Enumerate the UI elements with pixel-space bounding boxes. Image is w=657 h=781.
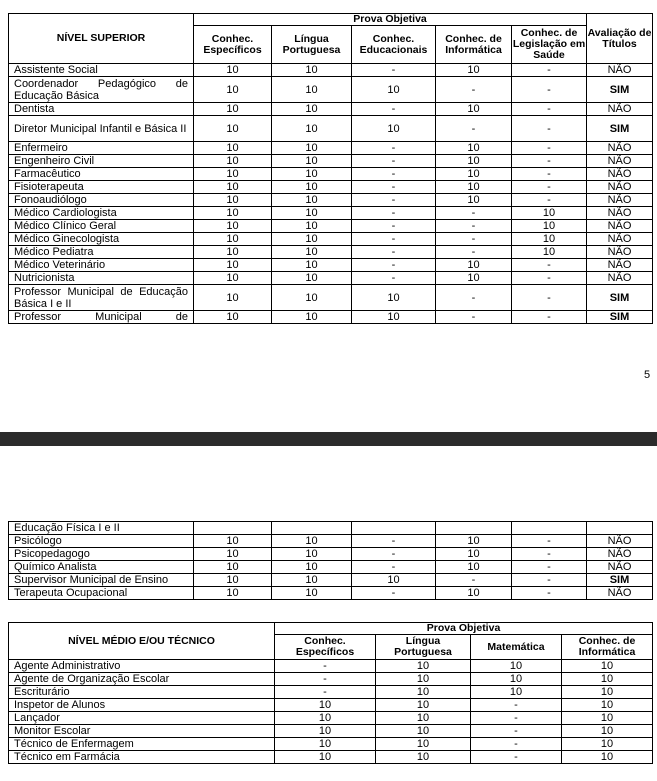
table-row	[9, 116, 653, 142]
titles-cell: SIM	[587, 311, 653, 324]
titles-cell: NÃO	[587, 535, 653, 548]
score-cell: 10	[194, 285, 272, 311]
score-cell	[512, 522, 587, 535]
table-row	[9, 168, 653, 181]
table-row	[9, 587, 653, 600]
titles-cell: NÃO	[587, 181, 653, 194]
score-cell: 10	[194, 155, 272, 168]
titles-cell: NÃO	[587, 220, 653, 233]
score-cell: -	[436, 220, 512, 233]
score-cell: -	[471, 699, 562, 712]
table-row	[9, 103, 653, 116]
score-cell: 10	[194, 587, 272, 600]
score-cell	[352, 522, 436, 535]
score-cell: -	[352, 194, 436, 207]
score-cell: -	[512, 155, 587, 168]
titles-cell: NÃO	[587, 272, 653, 285]
score-cell: 10	[272, 181, 352, 194]
cargo-cell: Agente Administrativo	[9, 660, 275, 673]
cargo-cell: Psicopedagogo	[9, 548, 194, 561]
cargo-cell: Terapeuta Ocupacional	[9, 587, 194, 600]
score-cell: -	[352, 168, 436, 181]
score-cell: -	[352, 535, 436, 548]
score-cell: -	[512, 259, 587, 272]
score-cell: -	[436, 311, 512, 324]
score-cell: 10	[376, 673, 471, 686]
cargo-cell: Médico Clínico Geral	[9, 220, 194, 233]
titles-cell: SIM	[587, 574, 653, 587]
score-cell: 10	[194, 311, 272, 324]
score-cell: 10	[272, 272, 352, 285]
score-cell: 10	[272, 142, 352, 155]
score-cell: -	[512, 194, 587, 207]
score-cell: 10	[562, 686, 653, 699]
score-cell: 10	[272, 246, 352, 259]
score-cell: 10	[436, 259, 512, 272]
score-cell: -	[436, 116, 512, 142]
score-cell: 10	[272, 285, 352, 311]
score-cell: 10	[436, 168, 512, 181]
score-cell: 10	[272, 561, 352, 574]
score-cell: -	[352, 207, 436, 220]
score-cell: 10	[194, 64, 272, 77]
table-row	[9, 738, 653, 751]
score-cell: -	[512, 116, 587, 142]
score-cell: 10	[194, 246, 272, 259]
titles-cell: NÃO	[587, 587, 653, 600]
score-cell: -	[352, 259, 436, 272]
table-row	[9, 725, 653, 738]
titles-cell: NÃO	[587, 103, 653, 116]
table-row	[9, 155, 653, 168]
score-cell: -	[471, 725, 562, 738]
score-cell: -	[436, 246, 512, 259]
score-cell: 10	[194, 220, 272, 233]
table-row	[9, 712, 653, 725]
score-cell: 10	[272, 535, 352, 548]
cargo-cell: Professor Municipal de	[9, 311, 194, 324]
score-cell: 10	[194, 535, 272, 548]
score-cell: 10	[194, 103, 272, 116]
score-cell: 10	[194, 142, 272, 155]
cargo-cell: Fisioterapeuta	[9, 181, 194, 194]
cargo-cell: Médico Veterinário	[9, 259, 194, 272]
score-cell: -	[352, 246, 436, 259]
score-cell: 10	[352, 116, 436, 142]
score-cell: 10	[194, 548, 272, 561]
score-cell: 10	[562, 751, 653, 764]
score-cell: 10	[194, 561, 272, 574]
cargo-cell: Médico Ginecologista	[9, 233, 194, 246]
cargo-cell: Monitor Escolar	[9, 725, 275, 738]
titles-cell: NÃO	[587, 64, 653, 77]
table-row	[9, 207, 653, 220]
score-cell: 10	[436, 64, 512, 77]
score-cell: 10	[194, 181, 272, 194]
cargo-cell: Lançador	[9, 712, 275, 725]
table-row	[9, 311, 653, 324]
score-cell: 10	[272, 574, 352, 587]
titles-cell: NÃO	[587, 207, 653, 220]
score-cell: 10	[436, 272, 512, 285]
cargo-cell: Técnico em Farmácia	[9, 751, 275, 764]
table-row	[9, 259, 653, 272]
score-cell: -	[352, 548, 436, 561]
titles-header: Avaliação de Títulos	[587, 14, 653, 64]
score-cell: 10	[436, 181, 512, 194]
table-row	[9, 751, 653, 764]
score-cell: -	[512, 142, 587, 155]
score-cell: -	[352, 587, 436, 600]
score-cell: 10	[562, 725, 653, 738]
table-row	[9, 660, 653, 673]
score-cell: 10	[272, 168, 352, 181]
score-cell: 10	[376, 686, 471, 699]
titles-cell: NÃO	[587, 142, 653, 155]
score-cell: 10	[272, 194, 352, 207]
score-cell: 10	[512, 233, 587, 246]
cargo-cell: Técnico de Enfermagem	[9, 738, 275, 751]
score-cell: 10	[376, 660, 471, 673]
cargo-cell: Enfermeiro	[9, 142, 194, 155]
score-cell: -	[512, 561, 587, 574]
score-cell: -	[471, 738, 562, 751]
table-row	[9, 233, 653, 246]
table-row	[9, 686, 653, 699]
score-cell: -	[471, 712, 562, 725]
cargo-cell: Inspetor de Alunos	[9, 699, 275, 712]
score-cell: 10	[272, 311, 352, 324]
score-cell: 10	[436, 194, 512, 207]
score-cell: 10	[272, 77, 352, 103]
score-cell: 10	[272, 103, 352, 116]
score-cell: -	[512, 285, 587, 311]
score-cell: 10	[436, 103, 512, 116]
score-cell: 10	[272, 207, 352, 220]
titles-cell: SIM	[587, 77, 653, 103]
cargo-cell: Nutricionista	[9, 272, 194, 285]
level-header: NÍVEL SUPERIOR	[9, 14, 194, 64]
col-header: Conhec. Educacionais	[352, 26, 436, 64]
col-header: Conhec. de Informática	[436, 26, 512, 64]
score-cell: 10	[194, 574, 272, 587]
score-cell: 10	[376, 699, 471, 712]
cargo-cell: Farmacêutico	[9, 168, 194, 181]
score-cell: 10	[272, 64, 352, 77]
titles-cell: SIM	[587, 116, 653, 142]
cargo-cell: Médico Cardiologista	[9, 207, 194, 220]
score-cell: -	[352, 155, 436, 168]
table-row	[9, 561, 653, 574]
table-row	[9, 673, 653, 686]
table-row	[9, 535, 653, 548]
score-cell: 10	[272, 259, 352, 272]
table-row	[9, 285, 653, 311]
cargo-cell: Dentista	[9, 103, 194, 116]
table-row	[9, 77, 653, 103]
score-cell: -	[352, 181, 436, 194]
score-cell: 10	[376, 712, 471, 725]
score-cell: 10	[562, 699, 653, 712]
score-cell: 10	[562, 660, 653, 673]
score-cell: 10	[272, 155, 352, 168]
score-cell: -	[436, 77, 512, 103]
score-cell: 10	[562, 738, 653, 751]
cargo-cell: Escriturário	[9, 686, 275, 699]
cargo-cell: Químico Analista	[9, 561, 194, 574]
group-header: Prova Objetiva	[194, 14, 587, 26]
score-cell: 10	[436, 142, 512, 155]
cargo-cell: Psicólogo	[9, 535, 194, 548]
cargo-cell: Engenheiro Civil	[9, 155, 194, 168]
score-cell: -	[436, 233, 512, 246]
cargo-cell: Assistente Social	[9, 64, 194, 77]
score-cell: 10	[436, 561, 512, 574]
table-row	[9, 142, 653, 155]
score-cell: 10	[512, 207, 587, 220]
table-body	[9, 522, 653, 600]
score-cell: 10	[471, 686, 562, 699]
score-cell: -	[512, 311, 587, 324]
col-header: Conhec. Específicos	[194, 26, 272, 64]
table-row	[9, 272, 653, 285]
score-cell: 10	[272, 220, 352, 233]
col-header: Matemática	[471, 635, 562, 660]
score-cell: 10	[436, 587, 512, 600]
level-header: NÍVEL MÉDIO E/OU TÉCNICO	[9, 623, 275, 660]
score-cell: 10	[194, 207, 272, 220]
score-cell: -	[352, 103, 436, 116]
titles-cell: NÃO	[587, 259, 653, 272]
cargo-cell: Médico Pediatra	[9, 246, 194, 259]
score-cell: -	[352, 233, 436, 246]
col-header: Conhec. de Legislação em Saúde	[512, 26, 587, 64]
score-cell: 10	[194, 233, 272, 246]
titles-cell: NÃO	[587, 561, 653, 574]
table-row	[9, 181, 653, 194]
score-cell: 10	[376, 751, 471, 764]
titles-cell: NÃO	[587, 168, 653, 181]
titles-cell: NÃO	[587, 246, 653, 259]
score-cell: 10	[272, 587, 352, 600]
nivel-superior-table	[8, 13, 653, 324]
score-cell	[194, 522, 272, 535]
score-cell	[436, 522, 512, 535]
score-cell: -	[436, 207, 512, 220]
titles-cell: SIM	[587, 285, 653, 311]
titles-cell: NÃO	[587, 233, 653, 246]
score-cell: -	[512, 103, 587, 116]
score-cell: 10	[275, 699, 376, 712]
score-cell: 10	[512, 246, 587, 259]
score-cell: 10	[272, 233, 352, 246]
score-cell: 10	[194, 116, 272, 142]
score-cell: -	[512, 574, 587, 587]
score-cell: -	[275, 673, 376, 686]
score-cell: 10	[275, 738, 376, 751]
col-header: Conhec. de Informática	[562, 635, 653, 660]
score-cell: 10	[376, 725, 471, 738]
page-divider	[0, 432, 657, 446]
nivel-medio-table	[8, 622, 653, 764]
cargo-cell: Supervisor Municipal de Ensino	[9, 574, 194, 587]
score-cell: -	[512, 181, 587, 194]
cargo-cell: Professor Municipal de Educação Básica I e II	[9, 285, 194, 311]
cargo-cell: Coordenador Pedagógico de Educação Básica	[9, 77, 194, 103]
score-cell: -	[352, 220, 436, 233]
table-row	[9, 548, 653, 561]
score-cell: -	[471, 751, 562, 764]
score-cell: -	[512, 77, 587, 103]
score-cell: -	[436, 574, 512, 587]
titles-cell: NÃO	[587, 548, 653, 561]
score-cell: -	[512, 535, 587, 548]
score-cell: -	[352, 272, 436, 285]
col-header: Língua Portuguesa	[272, 26, 352, 64]
score-cell: 10	[194, 259, 272, 272]
score-cell: 10	[194, 194, 272, 207]
score-cell	[272, 522, 352, 535]
cargo-cell: Diretor Municipal Infantil e Básica II	[9, 116, 194, 142]
score-cell: 10	[272, 116, 352, 142]
score-cell: -	[352, 561, 436, 574]
score-cell: 10	[471, 660, 562, 673]
table-row	[9, 699, 653, 712]
score-cell: -	[512, 272, 587, 285]
cargo-cell: Fonoaudiólogo	[9, 194, 194, 207]
table-row	[9, 220, 653, 233]
cargo-cell: Agente de Organização Escolar	[9, 673, 275, 686]
score-cell: 10	[194, 77, 272, 103]
table-row	[9, 246, 653, 259]
table-row	[9, 64, 653, 77]
score-cell: 10	[352, 574, 436, 587]
score-cell: 10	[275, 751, 376, 764]
table-row	[9, 574, 653, 587]
score-cell: 10	[562, 673, 653, 686]
score-cell: 10	[471, 673, 562, 686]
titles-cell: NÃO	[587, 155, 653, 168]
score-cell: -	[512, 168, 587, 181]
score-cell: -	[275, 686, 376, 699]
score-cell: 10	[436, 535, 512, 548]
score-cell: 10	[376, 738, 471, 751]
titles-cell	[587, 522, 653, 535]
titles-cell: NÃO	[587, 194, 653, 207]
group-header: Prova Objetiva	[275, 623, 653, 635]
table-row	[9, 194, 653, 207]
score-cell: 10	[275, 712, 376, 725]
col-header: Conhec. Específicos	[275, 635, 376, 660]
score-cell: 10	[352, 77, 436, 103]
score-cell: 10	[512, 220, 587, 233]
score-cell: -	[436, 285, 512, 311]
score-cell: 10	[436, 548, 512, 561]
table-body	[9, 64, 653, 324]
score-cell: -	[512, 548, 587, 561]
score-cell: 10	[275, 725, 376, 738]
score-cell: 10	[272, 548, 352, 561]
score-cell: 10	[194, 272, 272, 285]
score-cell: -	[352, 142, 436, 155]
col-header: Língua Portuguesa	[376, 635, 471, 660]
cargo-cell: Educação Física I e II	[9, 522, 194, 535]
table-row	[9, 522, 653, 535]
score-cell: -	[512, 64, 587, 77]
table-body	[9, 660, 653, 764]
score-cell: 10	[562, 712, 653, 725]
score-cell: -	[512, 587, 587, 600]
score-cell: 10	[436, 155, 512, 168]
score-cell: 10	[352, 285, 436, 311]
score-cell: -	[352, 64, 436, 77]
score-cell: 10	[352, 311, 436, 324]
nivel-superior-continuation-table	[8, 521, 653, 600]
score-cell: 10	[194, 168, 272, 181]
score-cell: -	[275, 660, 376, 673]
page-number: 5	[644, 369, 651, 381]
